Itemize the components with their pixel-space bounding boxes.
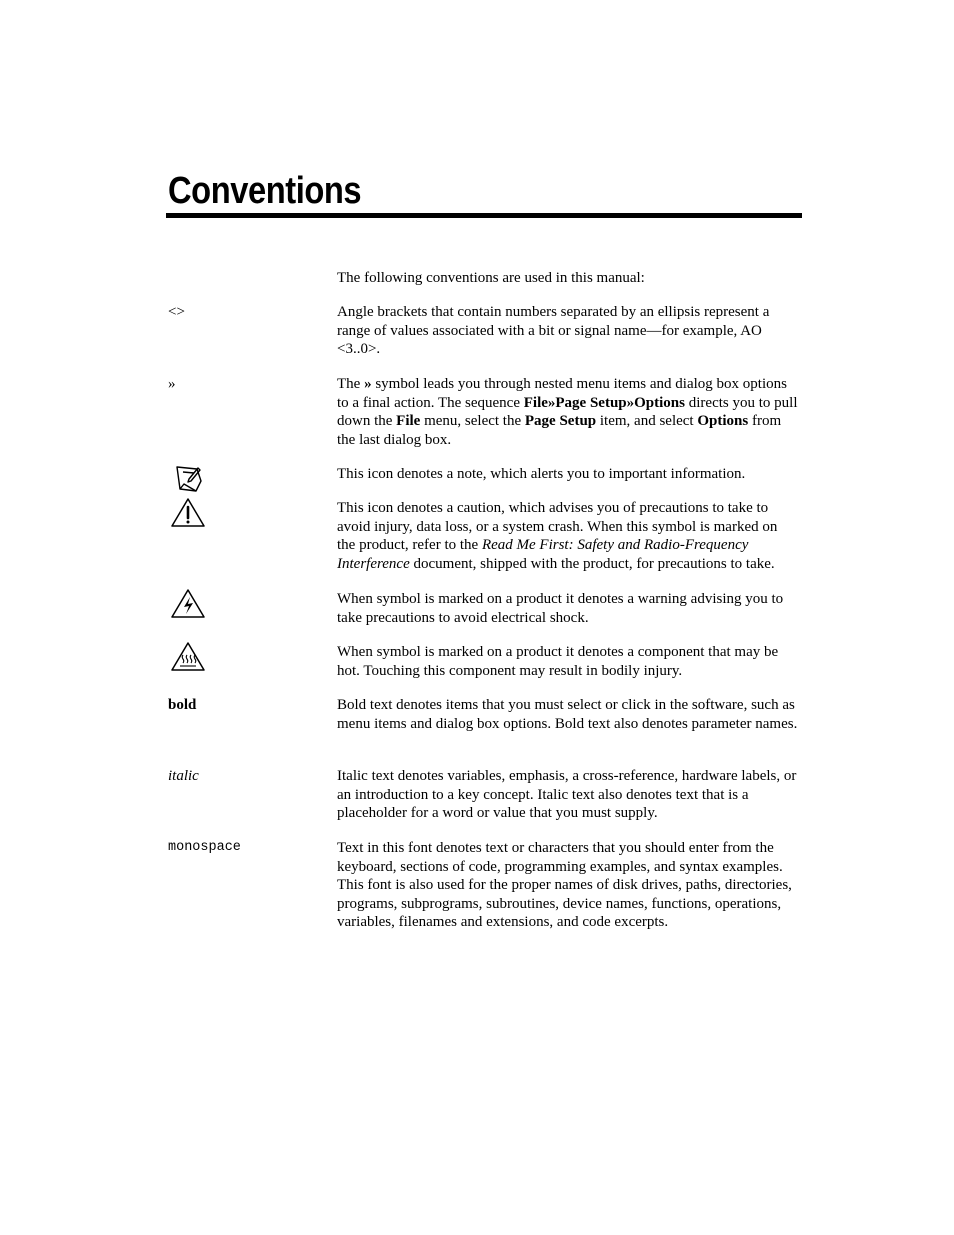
raquo-desc-symbol: » [364,376,372,392]
raquo-desc-text: item, and select [596,413,698,430]
caution-desc-text: document, shipped with the product, for precautions to take. [409,555,775,572]
bold-desc: Bold text denotes items that you must select or click in the software, such as menu items and dialog box options. Bold text also denotes parameter names. [337,697,798,732]
caution-desc [337,499,799,573]
caution-desc-text: This icon denotes a caution, which advises you of precautions to take to avoid injury, data loss, or a system crash. When this symbol is marked on the product, refer to the [337,500,778,554]
title-rule [166,213,802,218]
hot-surface-icon [170,641,206,673]
intro-text: The following conventions are used in this manual: [337,270,645,286]
hot-desc: When symbol is marked on a product it denotes a component that may be hot. Touching this component may result in bodily injury. [337,644,779,679]
raquo-desc-text: menu, select the [420,413,525,430]
bold-term: bold [168,697,197,713]
italic-desc: Italic text denotes variables, emphasis, a cross-reference, hardware labels, or an introduction to a key concept. Italic text also denotes text that is a placeholder for a word or value that you must supply. [337,768,797,822]
raquo-term: » [168,376,176,392]
shock-desc: When symbol is marked on a product it denotes a warning advising you to take precautions to avoid electrical shock. [337,591,784,626]
raquo-desc-text: symbol leads you through nested menu items and dialog box options to a final action. The sequence [337,376,787,411]
monospace-desc: Text in this font denotes text or characters that you should enter from the keyboard, sections of code, programming examples, and syntax examples. This font is also used for the proper names of disk drives, paths, directories, programs, subprograms, subroutines, device names, functions, operations, variables, filenames and extensions, and code excerpts. [337,840,792,931]
raquo-desc-sequence: File»Page Setup»Options [523,394,685,411]
note-icon [170,463,206,495]
raquo-desc-text: from the last dialog box. [337,413,782,448]
page-title: Conventions [168,170,362,212]
raquo-desc [337,375,799,449]
caution-icon [170,497,206,529]
raquo-desc-options: Options [697,413,749,430]
caution-desc-doc-title: Read Me First: Safety and Radio-Frequency Interference [337,537,749,572]
angle-brackets-term: <> [168,304,185,320]
raquo-desc-page-setup: Page Setup [524,413,597,430]
monospace-term: monospace [168,840,241,855]
italic-term: italic [168,768,199,784]
raquo-desc-text: directs you to pull down the [337,394,798,430]
raquo-desc-text: The [337,376,365,392]
angle-brackets-desc: Angle brackets that contain numbers separated by an ellipsis represent a range of values associated with a bit or signal name—for example, AO <3..0>. [337,304,770,358]
raquo-desc-file: File [396,413,421,430]
electrical-shock-icon [170,588,206,620]
note-desc: This icon denotes a note, which alerts you to important information. [337,466,746,482]
